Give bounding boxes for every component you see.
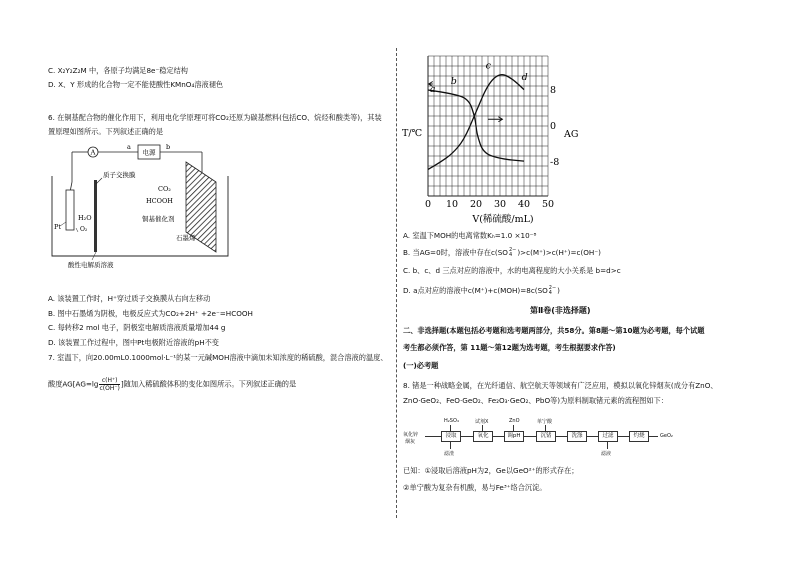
q8-known-1: 已知：①浸取后溶液pH为2，Ge以GeO²⁺的形式存在； bbox=[403, 466, 579, 475]
point-label-c: c bbox=[485, 60, 491, 72]
q7-stem-prefix: 酸度AG[AG=lg bbox=[48, 379, 99, 389]
membrane-label: 质子交换膜 bbox=[103, 171, 136, 179]
flow-arrow-4 bbox=[555, 436, 567, 437]
chart-ticks bbox=[425, 85, 559, 210]
flow-start-line1: 氧化锌 bbox=[403, 432, 419, 438]
point-label-b: b bbox=[450, 76, 457, 87]
pt-electrode bbox=[66, 190, 74, 230]
flow-arrow-2 bbox=[492, 436, 504, 437]
flow-arrow-0 bbox=[425, 436, 441, 437]
part2-title: 第Ⅱ卷(非选择题) bbox=[530, 306, 591, 315]
q6-option-c: C. 每转移2 mol 电子，阴极室电解质溶液质量增加44 g bbox=[48, 323, 226, 332]
sulfate-ion-d bbox=[549, 286, 556, 296]
chart-grid bbox=[428, 56, 548, 196]
q7-stem-suffix: ]随加入稀硫酸体积的变化如图所示。下列叙述正确的是 bbox=[120, 379, 297, 389]
q7-option-b-part2: )>c(M⁺)>c(H⁺)=c(OH⁻) bbox=[517, 248, 601, 257]
flow-step-wash: 洗涤 bbox=[567, 431, 587, 442]
flow-filtrate-arrow bbox=[607, 442, 608, 449]
ag-tick-label: 0 bbox=[550, 121, 557, 132]
flow-step-oxidize: 氧化 bbox=[473, 431, 493, 442]
terminal-b-label: b bbox=[166, 143, 171, 151]
q7-option-b-part1: B. 当AG=0时，溶液中存在c(SO bbox=[403, 248, 508, 257]
ag-tick-label: 8 bbox=[550, 85, 557, 96]
q8-stem-line1: 8. 锗是一种战略金属，在光纤通信、航空航天等领域有广泛应用，模拟以氧化锌烟灰(成分有ZnO、 bbox=[403, 381, 718, 390]
flow-reagent-h2so4: H₂SO₄ bbox=[444, 418, 459, 424]
q6-stem-line1: 6. 在铜基配合物的催化作用下，利用电化学原理可将CO₂还原为碳基燃料(包括CO、烷烃和酸类等)，其装 bbox=[48, 113, 382, 122]
flow-arrow-5 bbox=[586, 436, 598, 437]
sulfate-charge-b: 2− bbox=[508, 247, 517, 253]
flow-reagent-tannin: 单宁酸 bbox=[537, 419, 553, 425]
ag-denominator: c(OH⁻) bbox=[99, 385, 120, 392]
pt-label: Pt bbox=[54, 223, 61, 231]
power-supply-label: 电源 bbox=[142, 148, 156, 157]
q7-option-b bbox=[403, 248, 601, 258]
proton-exchange-membrane bbox=[94, 180, 97, 252]
flow-arrow-1 bbox=[460, 436, 473, 437]
ammeter-label: A bbox=[90, 148, 96, 157]
q7-option-a: A. 室温下MOH的电离常数Kₕ=1.0 ×10⁻⁸ bbox=[403, 231, 537, 240]
column-separator bbox=[396, 48, 397, 518]
x-tick-label: 20 bbox=[469, 199, 483, 210]
x-tick-label: 0 bbox=[424, 199, 432, 210]
q7-stem-line2 bbox=[48, 377, 296, 392]
q7-option-d-part1: D. a点对应的溶液中c(M⁺)+c(MOH)=8c(SO bbox=[403, 286, 548, 295]
q7-option-d-part2: ) bbox=[557, 286, 560, 295]
q8-stem-line2: ZnO·GeO₂、FeO·GeO₂、Fe₂O₃·GeO₂、PbO等)为原料制取锗元素的流程图如下： bbox=[403, 396, 668, 405]
x-tick-label: 50 bbox=[541, 199, 555, 210]
flow-arrow-6 bbox=[617, 436, 629, 437]
q6-option-d: D. 该装置工作过程中，图中Pt电极附近溶液的pH不变 bbox=[48, 338, 219, 347]
flow-arrow-7 bbox=[648, 436, 658, 437]
o2-label: O₂ bbox=[80, 226, 88, 233]
flow-step-adjust-ph: 调pH bbox=[504, 431, 524, 442]
flow-product: GeO₂ bbox=[660, 433, 673, 439]
flow-step-filter: 过滤 bbox=[598, 431, 618, 442]
x-tick-label: 10 bbox=[445, 199, 459, 210]
graphene-label: 石墨烯 bbox=[176, 234, 196, 242]
section2-line2: 考生都必须作答，第 11题～第12题为选考题，考生根据要求作答) bbox=[403, 343, 616, 352]
catalyst-label: 铜基催化剂 bbox=[142, 215, 175, 223]
flow-step-leach: 浸取 bbox=[441, 431, 461, 442]
flow-step-precipitate: 沉锗 bbox=[536, 431, 556, 442]
flow-residue: 滤渣 bbox=[444, 451, 455, 457]
ag-fraction bbox=[99, 377, 119, 392]
q6-option-b: B. 图中石墨烯为阴极，电极反应式为CO₂+2H⁺ +2e⁻=HCOOH bbox=[48, 309, 253, 318]
y-axis-left-label: T/℃ bbox=[402, 128, 423, 139]
x-tick-label: 30 bbox=[493, 199, 507, 210]
q5-option-c: C. X₂Y₂Z₂M 中，各原子均满足8e⁻稳定结构 bbox=[48, 66, 188, 75]
point-label-a: a bbox=[429, 83, 436, 95]
electrolysis-diagram bbox=[46, 136, 246, 272]
section2-line1: 二、非选择题(本题包括必考题和选考题两部分，共58分。第8题～第10题为必考题，每个试题 bbox=[403, 326, 705, 335]
section2-subtitle: (一)必考题 bbox=[403, 361, 439, 370]
x-tick-label: 40 bbox=[517, 199, 531, 210]
flow-arrow-3 bbox=[523, 436, 536, 437]
sulfate-sub-b: 4 bbox=[508, 252, 513, 258]
flow-reagent-zno: ZnO bbox=[509, 418, 520, 424]
flow-filtrate: 滤液 bbox=[601, 451, 612, 457]
q6-option-a: A. 该装置工作时，H⁺穿过质子交换膜从右向左移动 bbox=[48, 294, 211, 303]
x-axis-label: V(稀硫酸/mL) bbox=[472, 214, 534, 225]
sulfate-sub-d: 4 bbox=[548, 290, 552, 296]
q7-option-c: C. b、c、d 三点对应的溶液中，水的电离程度的大小关系是 b=d>c bbox=[403, 266, 621, 275]
flow-step-calcine: 灼烧 bbox=[629, 431, 649, 442]
flow-start-line2: 烟灰 bbox=[405, 439, 416, 445]
hcooh-label: HCOOH bbox=[146, 197, 173, 205]
electrolyte-label: 酸性电解质溶液 bbox=[68, 261, 114, 269]
q7-stem-line1: 7. 室温下，向20.00mL0.1000mol·L⁻¹的某一元碱MOH溶液中滴加未知浓度的稀硫酸，混合溶液的温度、 bbox=[48, 353, 388, 362]
q7-option-d bbox=[403, 286, 560, 296]
chart-points bbox=[430, 61, 528, 95]
q5-option-d: D. X、Y 形成的化合物一定不能使酸性KMnO₄溶液褪色 bbox=[48, 80, 224, 89]
q6-stem-line2: 置原理如图所示。下列叙述正确的是 bbox=[48, 127, 164, 136]
flow-residue-arrow bbox=[450, 442, 451, 449]
point-label-d: d bbox=[521, 71, 528, 83]
sulfate-ion-b bbox=[509, 248, 516, 258]
ag-tick-label: -8 bbox=[550, 157, 560, 168]
terminal-a-label: a bbox=[127, 143, 131, 151]
y-axis-right-label: AG bbox=[564, 129, 579, 140]
co2-label: CO₂ bbox=[158, 185, 171, 193]
h2o-label: H₂O bbox=[78, 214, 92, 222]
flow-reagent-x: 试剂X bbox=[475, 419, 489, 425]
sulfate-charge-d: 2− bbox=[548, 285, 557, 291]
ag-numerator: c(H⁺) bbox=[99, 377, 119, 385]
q7-chart bbox=[398, 46, 588, 226]
q8-known-2: ②单宁酸为复杂有机酸，易与Fe³⁺络合沉淀。 bbox=[403, 483, 547, 492]
